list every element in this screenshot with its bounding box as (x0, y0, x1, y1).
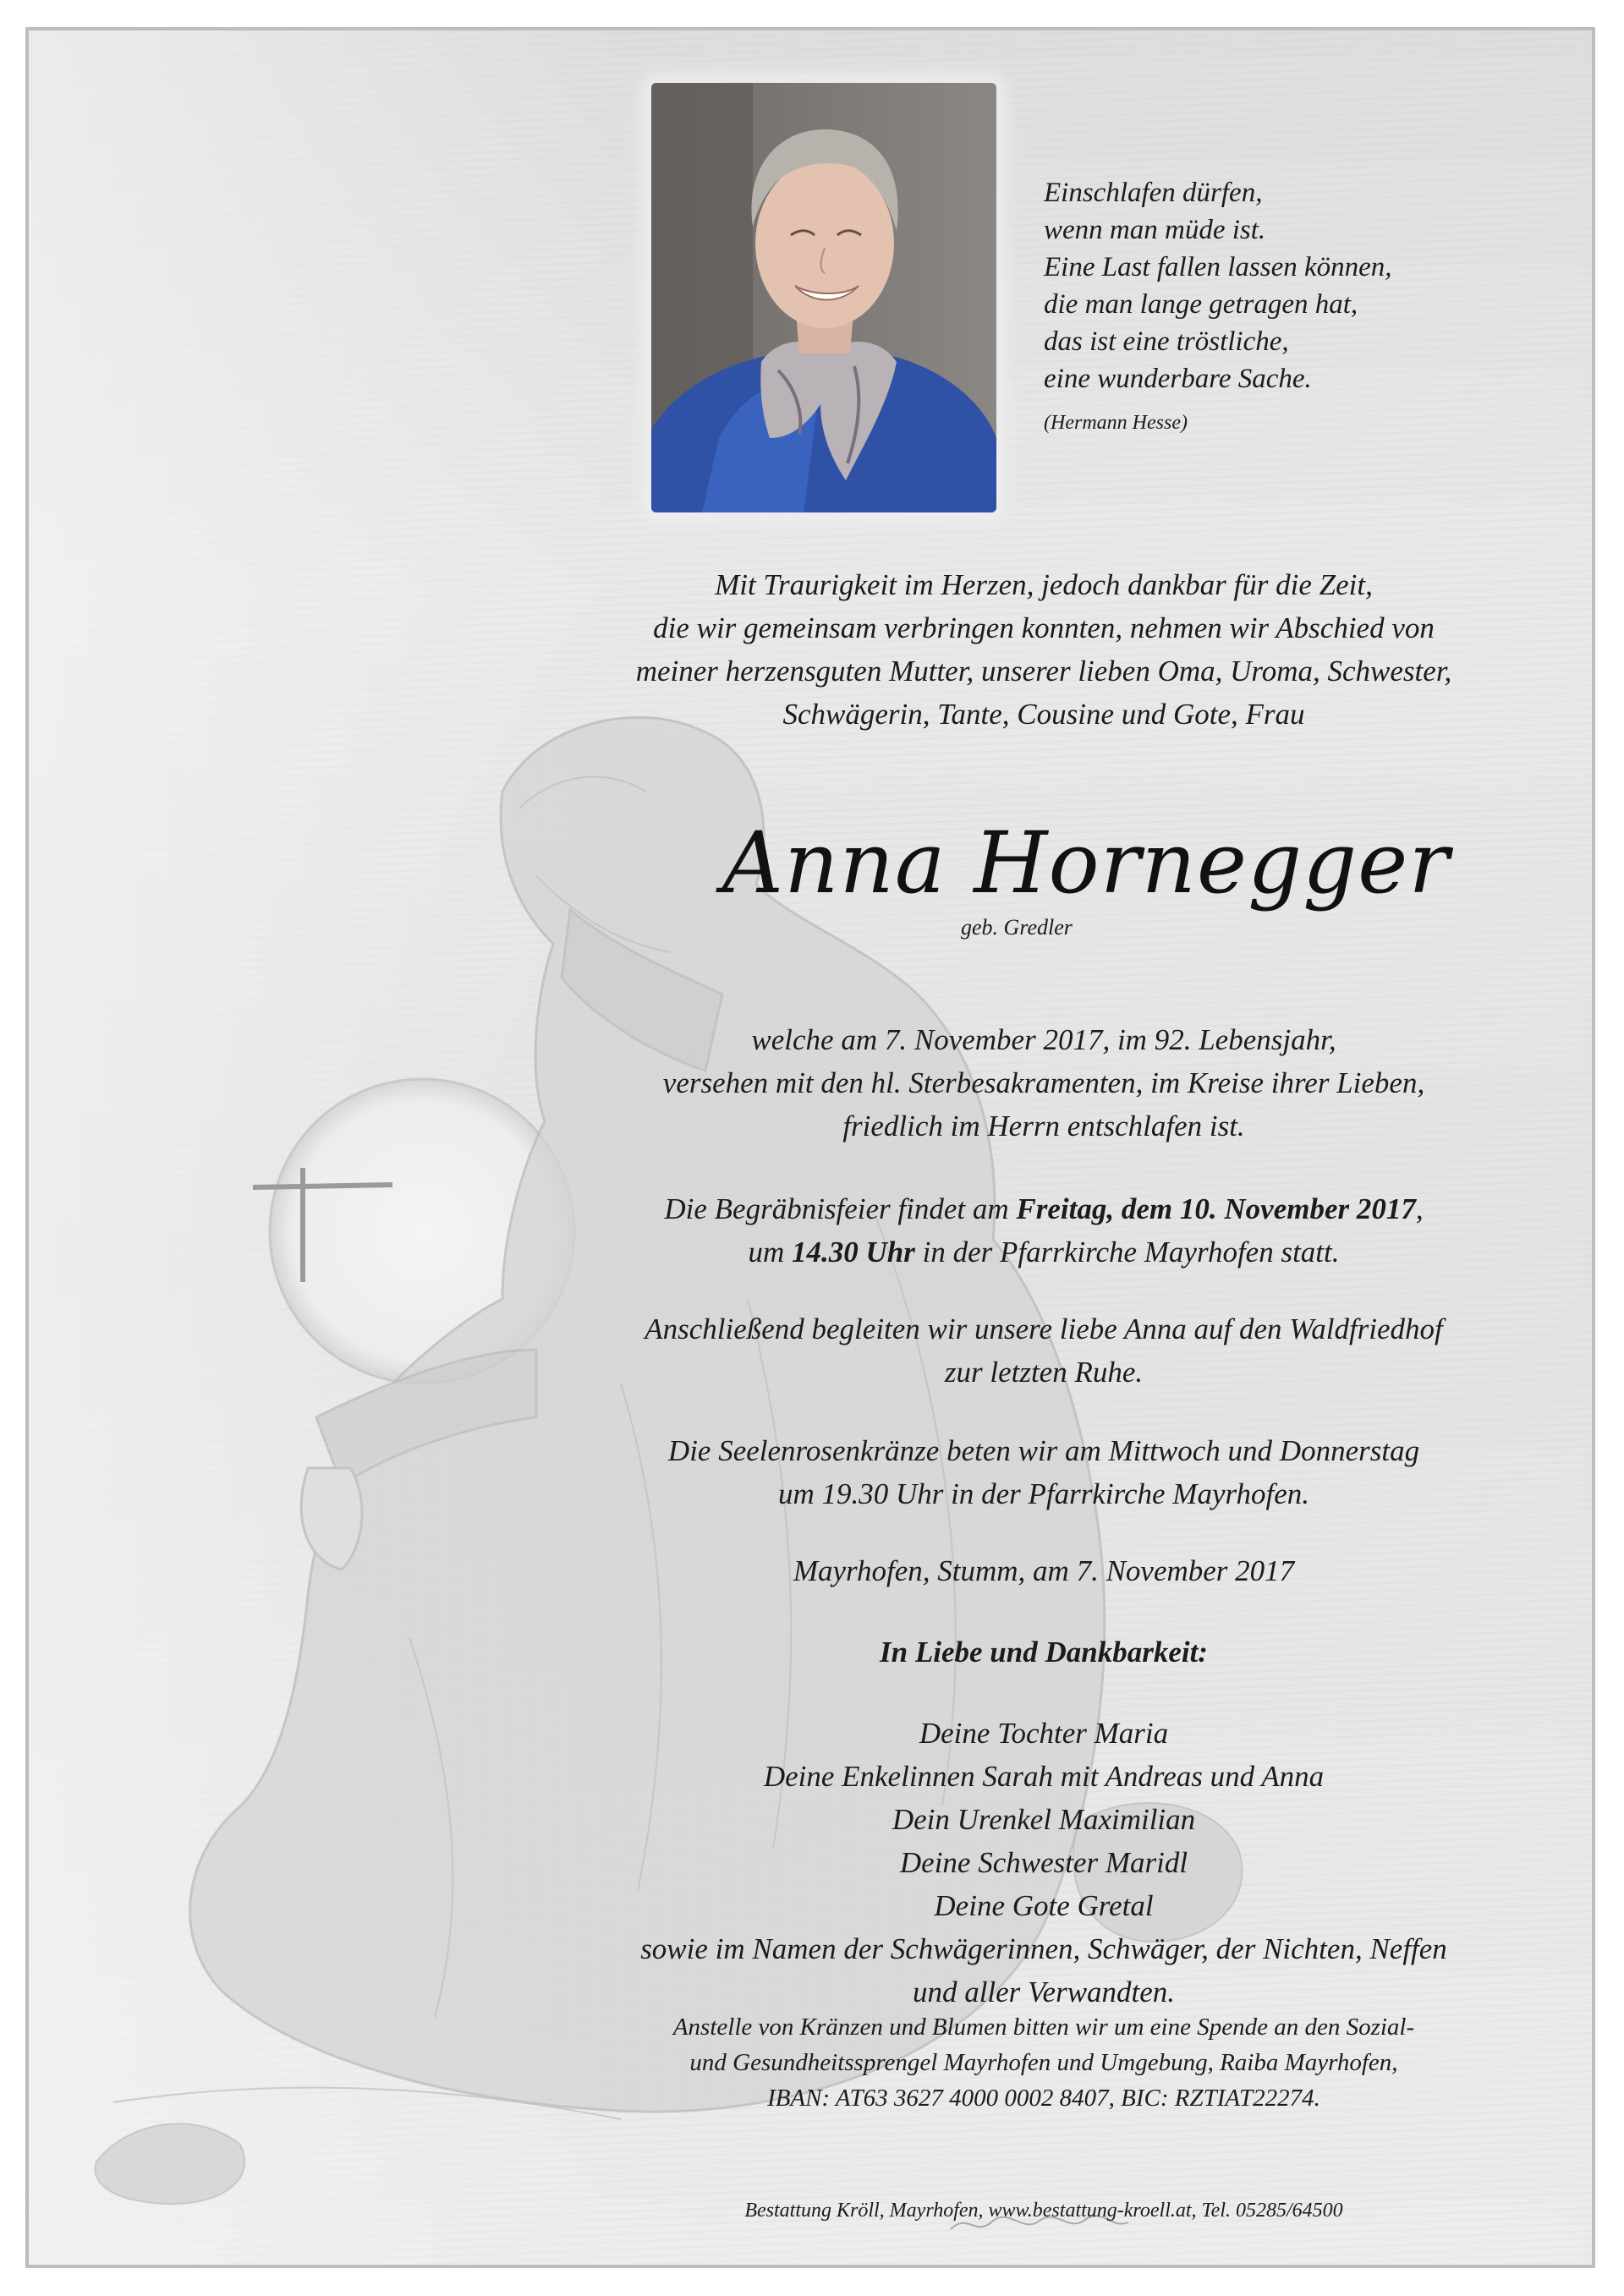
funeral-info (553, 1187, 1534, 1274)
rosary-line: Die Seelenrosenkränze beten wir am Mittwoch und Donnerstag (667, 1434, 1420, 1467)
funeral-time: 14.30 Uhr (792, 1236, 915, 1269)
funeral-text: , (1415, 1192, 1424, 1225)
burial-line: Anschließend begleiten wir unsere liebe Anna auf den Waldfriedhof (645, 1312, 1443, 1345)
death-notice (553, 1018, 1534, 1148)
intro-line: die wir gemeinsam verbringen konnten, nehmen wir Abschied von (653, 611, 1435, 644)
poem-line: eine wunderbare Sache. (1044, 364, 1312, 394)
poem-author: (Hermann Hesse) (1044, 412, 1188, 434)
donation-line: und Gesundheitssprengel Mayrhofen und Umgebung, Raiba Mayrhofen, (689, 2049, 1398, 2076)
poem-line: wenn man müde ist. (1044, 215, 1266, 245)
death-line: versehen mit den hl. Sterbesakramenten, im Kreise ihrer Lieben, (662, 1066, 1425, 1099)
funeral-text: Die Begräbnisfeier findet am (664, 1192, 1017, 1225)
mourner-line: und aller Verwandten. (912, 1975, 1176, 2008)
intro-line: Schwägerin, Tante, Cousine und Gote, Frau (782, 698, 1305, 731)
rosary-info (553, 1429, 1534, 1515)
poem (1044, 174, 1517, 441)
poem-line: das ist eine tröstliche, (1044, 326, 1289, 357)
intro-text (553, 563, 1534, 736)
mourner-line: Deine Schwester Maridl (899, 1846, 1188, 1879)
intro-line: Mit Traurigkeit im Herzen, jedoch dankbar für die Zeit, (715, 568, 1373, 601)
funeral-text: in der Pfarrkirche Mayrhofen statt. (914, 1236, 1340, 1269)
donation-note (553, 2009, 1534, 2116)
mourner-line: sowie im Namen der Schwägerinnen, Schwäger, der Nichten, Neffen (640, 1932, 1447, 1965)
poem-line: Eine Last fallen lassen können, (1044, 252, 1392, 282)
thanks-heading: In Liebe und Dankbarkeit: (880, 1636, 1208, 1669)
mourner-line: Deine Tochter Maria (919, 1717, 1169, 1750)
mourner-line: Deine Gote Gretal (934, 1889, 1154, 1922)
death-line: friedlich im Herrn entschlafen ist. (842, 1110, 1245, 1143)
burial-info (553, 1307, 1534, 1394)
intro-line: meiner herzensguten Mutter, unserer lieben Oma, Uroma, Schwester, (635, 655, 1452, 688)
deceased-name: Anna Hornegger (721, 814, 1451, 912)
funeral-line-2 (553, 1230, 1534, 1274)
death-line: welche am 7. November 2017, im 92. Lebensjahr, (751, 1023, 1336, 1056)
portrait-photo (651, 83, 996, 512)
burial-line: zur letzten Ruhe. (944, 1356, 1144, 1389)
mourner-line: Dein Urenkel Maximilian (892, 1803, 1196, 1836)
funeral-home-footer: Bestattung Kröll, Mayrhofen, www.bestattung-kroell.at, Tel. 05285/64500 (744, 2200, 1343, 2222)
place-date: Mayrhofen, Stumm, am 7. November 2017 (793, 1554, 1295, 1587)
mourner-line: Deine Enkelinnen Sarah mit Andreas und Anna (763, 1760, 1325, 1793)
poem-line: Einschlafen dürfen, (1044, 178, 1263, 208)
born-name: geb. Gredler (961, 915, 1073, 940)
rosary-line: um 19.30 Uhr in der Pfarrkirche Mayrhofen. (778, 1477, 1309, 1510)
donation-line: IBAN: AT63 3627 4000 0002 8407, BIC: RZTIAT22274. (767, 2085, 1320, 2112)
funeral-text: um (748, 1236, 793, 1269)
donation-line: Anstelle von Kränzen und Blumen bitten wir um eine Spende an den Sozial- (672, 2014, 1415, 2041)
parte-sheet (25, 27, 1595, 2268)
mourners-list (553, 1712, 1534, 2014)
funeral-date: Freitag, dem 10. November 2017 (1016, 1192, 1416, 1225)
poem-line: die man lange getragen hat, (1044, 289, 1358, 320)
funeral-line-1 (553, 1187, 1534, 1230)
